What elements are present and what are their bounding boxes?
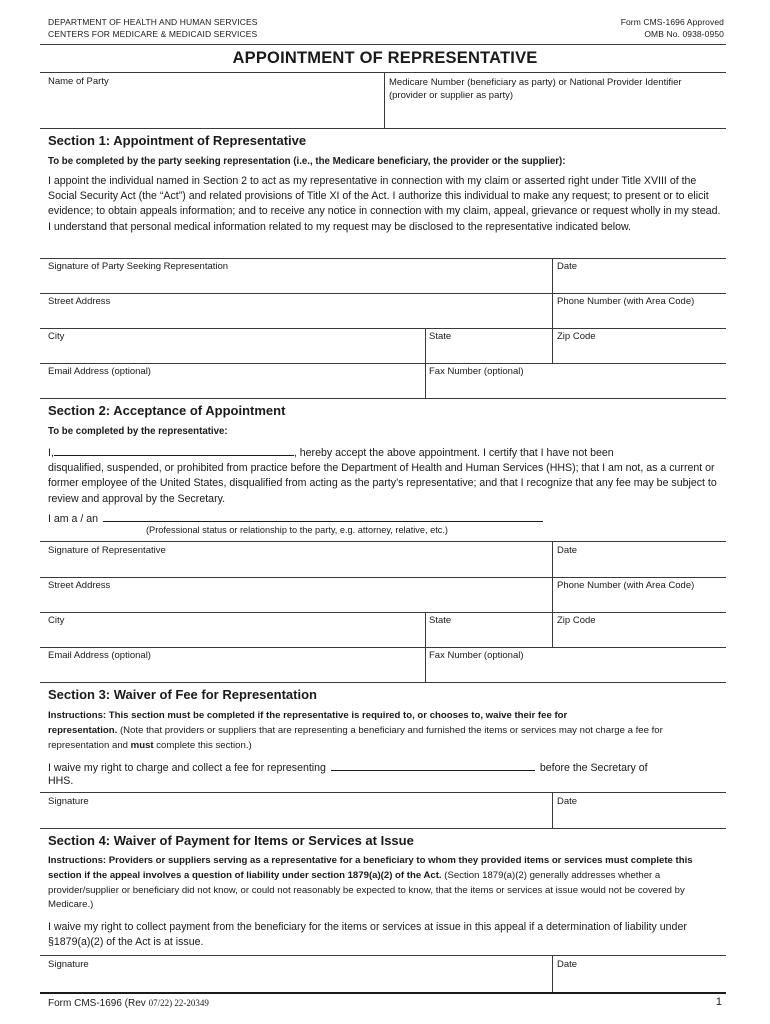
s3-signature-label: Signature [48, 796, 89, 807]
s4-date-label: Date [557, 959, 578, 970]
s3-divider-date [552, 792, 553, 828]
s1-date-field[interactable] [556, 272, 726, 292]
section2-body-line1 [48, 445, 723, 461]
s1-email-label: Email Address (optional) [48, 366, 151, 377]
s1-divider-fax [425, 363, 426, 398]
s2-street-field[interactable] [40, 591, 550, 611]
section3-instr-end: complete this section.) [153, 739, 252, 751]
s1-divider-state [425, 328, 426, 363]
section1-heading: Section 1: Appointment of Representative [48, 133, 307, 148]
header-rule [40, 44, 726, 45]
medicare-number-label [389, 76, 682, 102]
title-rule [40, 72, 726, 73]
medicare-number-label-line2: (provider or supplier as party) [389, 90, 514, 101]
s1-state-field[interactable] [428, 342, 550, 362]
s1-signature-field[interactable] [40, 272, 550, 292]
s3-rule-2 [40, 828, 726, 829]
s3-date-label: Date [557, 796, 578, 807]
s1-rule-5 [40, 398, 726, 399]
section1-body: I appoint the individual named in Section 2 to act as my representative in connection with my claim or asserted right under Title XVIII of the Social Security Act (the “Act”) and related provisions of Title XI of the Act. I authorize this individual to make any request; to present or to elicit evidence; to obtain appeals information; and to receive any notice in connection with my claim, appeal, grievance or request wholly in my stead. I understand that personal medical information related to my request may be disclosed to the representative indicated below. [48, 175, 721, 233]
section3-instr-rest [48, 724, 723, 754]
s4-signature-label: Signature [48, 959, 89, 970]
iam-row [48, 511, 543, 525]
s2-zip-label: Zip Code [557, 615, 596, 626]
section3-heading: Section 3: Waiver of Fee for Representation [48, 687, 317, 702]
footer-revision: 07/22) 22-20349 [148, 998, 209, 1008]
page-title: APPOINTMENT OF REPRESENTATIVE [232, 49, 538, 67]
s1-city-label: City [48, 331, 65, 342]
section2-body [48, 445, 723, 507]
s2-fax-field[interactable] [428, 661, 726, 681]
page-number: 1 [715, 996, 722, 1008]
party-represented-field[interactable] [331, 760, 535, 771]
s1-fax-label: Fax Number (optional) [429, 366, 524, 377]
footer-form-name: Form CMS-1696 (Rev [48, 998, 146, 1009]
fee-waiver-prefix: I waive my right to charge and collect a fee for representing [48, 762, 326, 774]
section4-waiver-text: I waive my right to collect payment from the beneficiary for the items or services at issue in this appeal if a determination of liability under §1879(a)(2) of the Act is at issue. [48, 921, 687, 949]
medicare-number-field[interactable] [388, 102, 726, 126]
s2-rule-1 [40, 541, 726, 542]
medicare-number-label-line1: Medicare Number (beneficiary as party) or National Provider Identifier [389, 77, 682, 88]
s2-divider-fax [425, 647, 426, 682]
iam-hint: (Professional status or relationship to the party, e.g. attorney, relative, etc.) [146, 525, 448, 535]
top-divider [384, 72, 385, 128]
section3-instructions [48, 709, 723, 753]
s2-rule-3 [40, 612, 726, 613]
s2-date-label: Date [557, 545, 578, 556]
section3-instr-normal: (Note that providers or suppliers that are representing a beneficiary and furnished the items or services may not charge a fee for representation and [48, 724, 663, 751]
agency-name: CENTERS FOR MEDICARE & MEDICAID SERVICES [48, 29, 258, 39]
s2-divider-date [552, 541, 553, 577]
s2-rule-4 [40, 647, 726, 648]
s1-phone-field[interactable] [556, 307, 726, 327]
s1-divider-date [552, 258, 553, 293]
section4-heading: Section 4: Waiver of Payment for Items or Services at Issue [48, 833, 414, 848]
s1-rule-1 [40, 258, 726, 259]
s1-email-field[interactable] [40, 377, 422, 397]
s4-rule-1 [40, 955, 726, 956]
s2-city-label: City [48, 615, 65, 626]
s1-rule-4 [40, 363, 726, 364]
section4-instructions [48, 854, 723, 913]
s2-state-label: State [429, 615, 452, 626]
s1-divider-zip [552, 328, 553, 363]
section4-instr-normal: (Section 1879(a)(2) generally addresses whether a provider/supplier or beneficiary did not know, or could not reasonably be expected to know, that the items or services at issue would not be covered by Medicare.) [48, 869, 685, 911]
s2-fax-label: Fax Number (optional) [429, 650, 524, 661]
fee-waiver-line [48, 760, 648, 774]
section3-instr-bold1: Instructions: This section must be completed if the representative is required to, or chooses to, waive their fee for [48, 710, 568, 721]
section2-body-first: , hereby accept the above appointment. I certify that I have not been [293, 447, 614, 459]
s2-street-label: Street Address [48, 580, 111, 591]
s1-zip-field[interactable] [556, 342, 726, 362]
s3-signature-field[interactable] [40, 807, 550, 827]
section4-instr-bold: Instructions: Providers or suppliers serving as a representative for a beneficiary to whom they provided items or services must complete this section if the appeal involves a question of liability under section 1879(a)(2) of the Act. [48, 855, 693, 881]
s1-rule-3 [40, 328, 726, 329]
s1-rule-2 [40, 293, 726, 294]
form-approval: Form CMS-1696 Approved [620, 17, 724, 27]
footer-form-id [48, 998, 209, 1009]
section2-subheading: To be completed by the representative: [48, 426, 228, 437]
s2-signature-label: Signature of Representative [48, 545, 166, 556]
omb-number: OMB No. 0938-0950 [644, 29, 724, 39]
s1-fax-field[interactable] [428, 377, 726, 397]
professional-status-field[interactable] [103, 511, 543, 522]
s2-state-field[interactable] [428, 626, 550, 646]
s4-date-field[interactable] [556, 970, 726, 990]
s2-divider-state [425, 612, 426, 647]
s1-signature-label: Signature of Party Seeking Representation [48, 261, 229, 272]
s2-rule-2 [40, 577, 726, 578]
s2-email-field[interactable] [40, 661, 422, 681]
agency-header [48, 16, 258, 40]
s1-divider-phone [552, 293, 553, 328]
s2-date-field[interactable] [556, 556, 726, 576]
iam-label: I am a / an [48, 513, 99, 525]
s2-divider-phone [552, 577, 553, 612]
fee-waiver-suffix: before the Secretary of [539, 762, 648, 774]
s1-phone-label: Phone Number (with Area Code) [557, 296, 695, 307]
s1-zip-label: Zip Code [557, 331, 596, 342]
name-of-party-field[interactable] [40, 86, 384, 126]
s4-divider-date [552, 955, 553, 992]
i-prefix: I, [48, 447, 54, 459]
s2-phone-field[interactable] [556, 591, 726, 611]
name-of-party-label: Name of Party [48, 76, 109, 87]
s3-rule-1 [40, 792, 726, 793]
s3-date-field[interactable] [556, 807, 726, 827]
section2-heading: Section 2: Acceptance of Appointment [48, 403, 286, 418]
s1-street-label: Street Address [48, 296, 111, 307]
section1-subheading: To be completed by the party seeking representation (i.e., the Medicare beneficiary, the provider or the supplier): [48, 156, 566, 167]
s1-state-label: State [429, 331, 452, 342]
s2-zip-field[interactable] [556, 626, 726, 646]
section3-instr-bold2: representation. [48, 724, 118, 736]
s4-signature-field[interactable] [40, 970, 550, 990]
s1-street-field[interactable] [40, 307, 550, 327]
form-approval-block [621, 16, 724, 40]
department-name: DEPARTMENT OF HEALTH AND HUMAN SERVICES [48, 17, 258, 27]
section2-body-rest: disqualified, suspended, or prohibited from practice before the Department of Health and Human Services (HHS); that I am not, as a current or former employee of the United States, disqualified from acting as the party’s representative; and that I recognize that any fee may be subject to review and approval by the Secretary. [48, 462, 717, 505]
s2-city-field[interactable] [40, 626, 422, 646]
top-fields-rule [40, 128, 726, 129]
s2-divider-zip [552, 612, 553, 647]
s1-city-field[interactable] [40, 342, 422, 362]
s1-date-label: Date [557, 261, 578, 272]
s2-rule-5 [40, 682, 726, 683]
fee-waiver-line2: HHS. [48, 775, 74, 787]
s2-phone-label: Phone Number (with Area Code) [557, 580, 695, 591]
representative-name-field[interactable] [54, 445, 294, 456]
footer-rule [40, 992, 726, 994]
section3-instr-must: must [130, 739, 154, 751]
s2-email-label: Email Address (optional) [48, 650, 151, 661]
s2-signature-field[interactable] [40, 556, 550, 576]
